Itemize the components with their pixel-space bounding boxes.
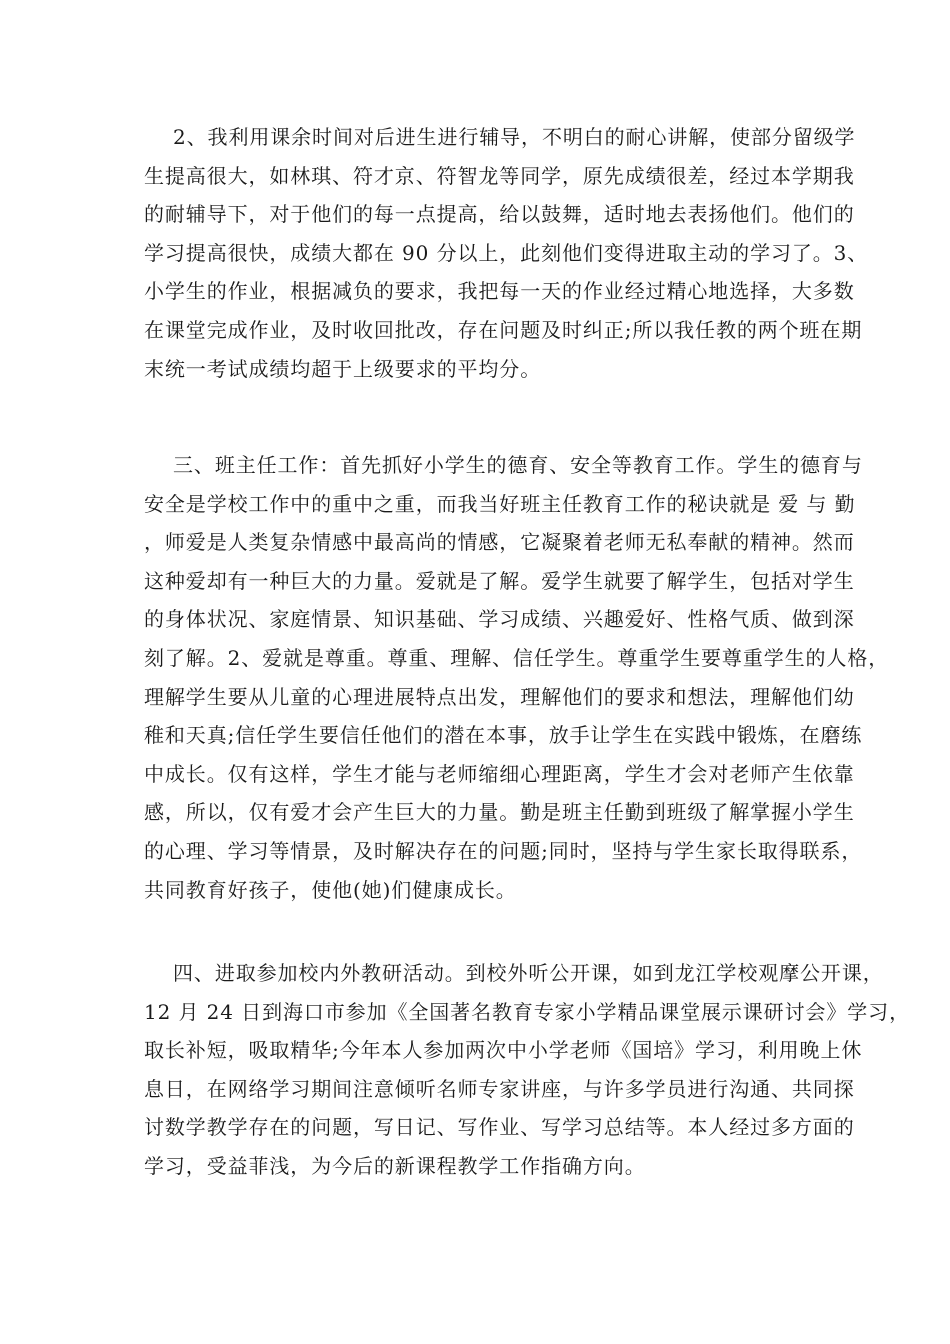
text-line: 2、我利用课余时间对后进生进行辅导，不明白的耐心讲解，使部分留级学 (144, 125, 856, 149)
text-line: 四、进取参加校内外教研活动。到校外听公开课，如到龙江学校观摩公开课， (144, 961, 884, 985)
text-line: 讨数学教学存在的问题，写日记、写作业、写学习总结等。本人经过多方面的 (144, 1115, 855, 1140)
text-line: 12 月 24 日到海口市参加《全国著名教育专家小学精品课堂展示课研讨会》学习， (144, 999, 910, 1024)
text-line: 三、班主任工作：首先抓好小学生的德育、安全等教育工作。学生的德育与 (144, 453, 863, 477)
text-line: 的身体状况、家庭情景、知识基础、学习成绩、兴趣爱好、性格气质、做到深 (144, 607, 855, 632)
text-line: 取长补短，吸取精华;今年本人参加两次中小学老师《国培》学习，利用晚上休 (144, 1038, 863, 1063)
paragraph-class-teacher-work (144, 446, 890, 909)
text-line: 理解学生要从儿童的心理进展特点出发，理解他们的要求和想法，理解他们幼 (144, 684, 855, 709)
text-line: 安全是学校工作中的重中之重，而我当好班主任教育工作的秘诀就是 爱 与 勤 (144, 491, 856, 516)
paragraph-tutoring (144, 118, 869, 388)
text-line: 的耐辅导下，对于他们的每一点提高，给以鼓舞，适时地去表扬他们。他们的 (144, 202, 855, 227)
text-line: 学习，受益菲浅，为今后的新课程教学工作指确方向。 (144, 1153, 646, 1178)
paragraph-teaching-research (144, 954, 910, 1186)
text-line: 稚和天真;信任学生要信任他们的潜在本事，放手让学生在实践中锻炼，在磨练 (144, 723, 863, 748)
text-line: 息日，在网络学习期间注意倾听名师专家讲座，与许多学员进行沟通、共同探 (144, 1076, 855, 1101)
text-line: 学习提高很快，成绩大都在 90 分以上，此刻他们变得进取主动的学习了。3、 (144, 240, 869, 265)
text-line: 的心理、学习等情景，及时解决存在的问题;同时，坚持与学生家长取得联系， (144, 838, 863, 863)
text-line: 小学生的作业，根据减负的要求，我把每一天的作业经过精心地选择，大多数 (144, 279, 855, 304)
text-line: 末统一考试成绩均超于上级要求的平均分。 (144, 356, 542, 381)
text-line: 中成长。仅有这样，学生才能与老师缩细心理距离，学生才会对老师产生依靠 (144, 761, 855, 786)
text-line: 在课堂完成作业，及时收回批改，存在问题及时纠正;所以我任教的两个班在期 (144, 317, 863, 342)
text-line: 生提高很大，如林琪、符才京、符智龙等同学，原先成绩很差，经过本学期我 (144, 163, 855, 188)
text-line: ，师爱是人类复杂情感中最高尚的情感，它凝聚着老师无私奉献的精神。然而 (144, 530, 855, 555)
text-line: 刻了解。2、爱就是尊重。尊重、理解、信任学生。尊重学生要尊重学生的人格， (144, 645, 890, 670)
text-line: 这种爱却有一种巨大的力量。爱就是了解。爱学生就要了解学生，包括对学生 (144, 568, 855, 593)
text-line: 共同教育好孩子，使他(她)们健康成长。 (144, 877, 517, 902)
text-line: 感，所以，仅有爱才会产生巨大的力量。勤是班主任勤到班级了解掌握小学生 (144, 800, 855, 825)
